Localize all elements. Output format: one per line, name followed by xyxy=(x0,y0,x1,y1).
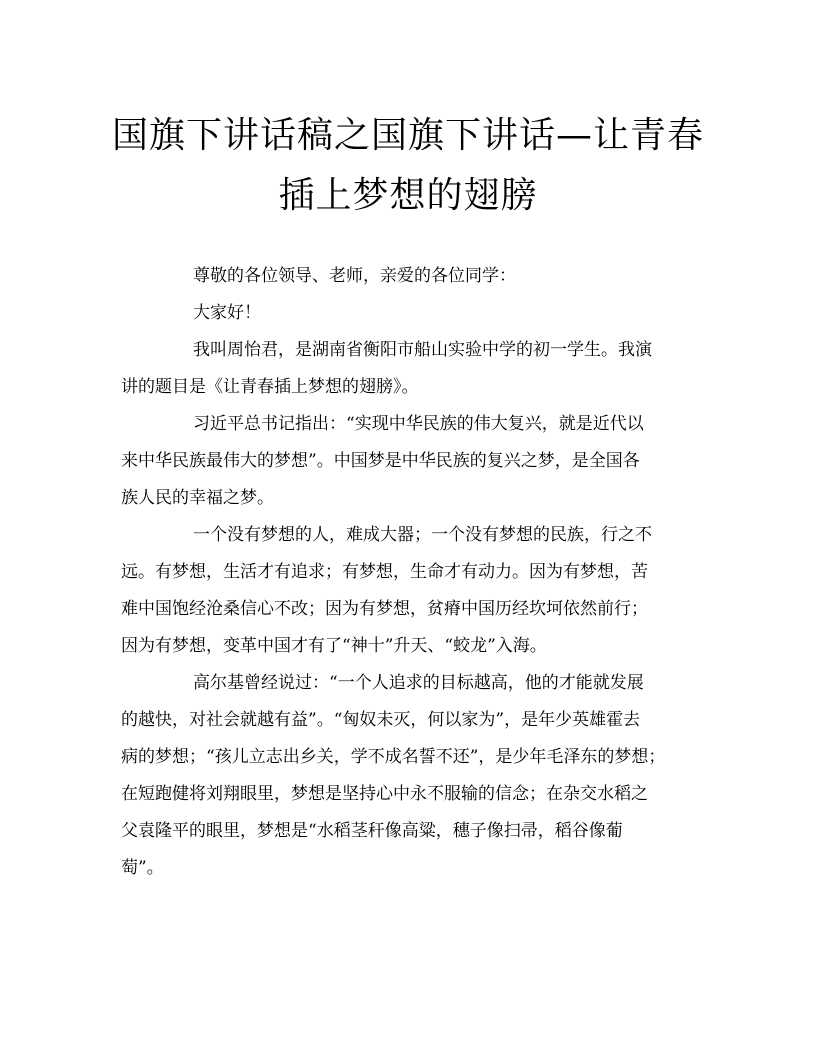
salutation-line: 尊敬的各位领导、老师，亲爱的各位同学： xyxy=(193,266,516,286)
paragraph-gorky-line-3: 病的梦想；“孩儿立志出乡关，学不成名誓不还”，是少年毛泽东的梦想； xyxy=(121,747,666,767)
paragraph-intro-line-1: 我叫周怡君，是湖南省衡阳市船山实验中学的初一学生。我演 xyxy=(193,340,652,360)
paragraph-gorky-line-6: 萄”。 xyxy=(121,858,164,878)
paragraph-gorky-line-1: 高尔基曾经说过：“一个人追求的目标越高，他的才能就发展 xyxy=(193,673,644,693)
paragraph-intro-line-2: 讲的题目是《让青春插上梦想的翅膀》。 xyxy=(121,377,419,397)
paragraph-dream-line-1: 一个没有梦想的人，难成大器；一个没有梦想的民族，行之不 xyxy=(193,525,652,545)
paragraph-gorky-line-4: 在短跑健将刘翔眼里，梦想是坚持心中永不服输的信念；在杂交水稻之 xyxy=(121,784,648,804)
document-title-line-2: 插上梦想的翅膀 xyxy=(278,175,538,216)
paragraph-quote-line-3: 族人民的幸福之梦。 xyxy=(121,488,274,508)
paragraph-dream-line-4: 因为有梦想，变革中国才有了“神十”升天、“蛟龙”入海。 xyxy=(121,636,547,656)
greeting-line: 大家好！ xyxy=(193,303,261,323)
paragraph-gorky-line-2: 的越快，对社会就越有益”。“匈奴未灭，何以家为”，是年少英雄霍去 xyxy=(121,710,641,730)
paragraph-quote-line-1: 习近平总书记指出：“实现中华民族的伟大复兴，就是近代以 xyxy=(193,414,644,434)
document-title-line-1: 国旗下讲话稿之国旗下讲话—让青春 xyxy=(111,115,704,156)
paragraph-dream-line-3: 难中国饱经沧桑信心不改；因为有梦想，贫瘠中国历经坎坷依然前行； xyxy=(121,599,648,619)
document-body xyxy=(121,258,697,887)
paragraph-quote-line-2: 来中华民族最伟大的梦想”。中国梦是中华民族的复兴之梦，是全国各 xyxy=(121,451,640,471)
paragraph-gorky-line-5: 父袁隆平的眼里，梦想是“水稻茎秆像高粱，穗子像扫帚，稻谷像葡 xyxy=(121,821,623,841)
paragraph-dream-line-2: 远。有梦想，生活才有追求；有梦想，生命才有动力。因为有梦想，苦 xyxy=(121,562,648,582)
